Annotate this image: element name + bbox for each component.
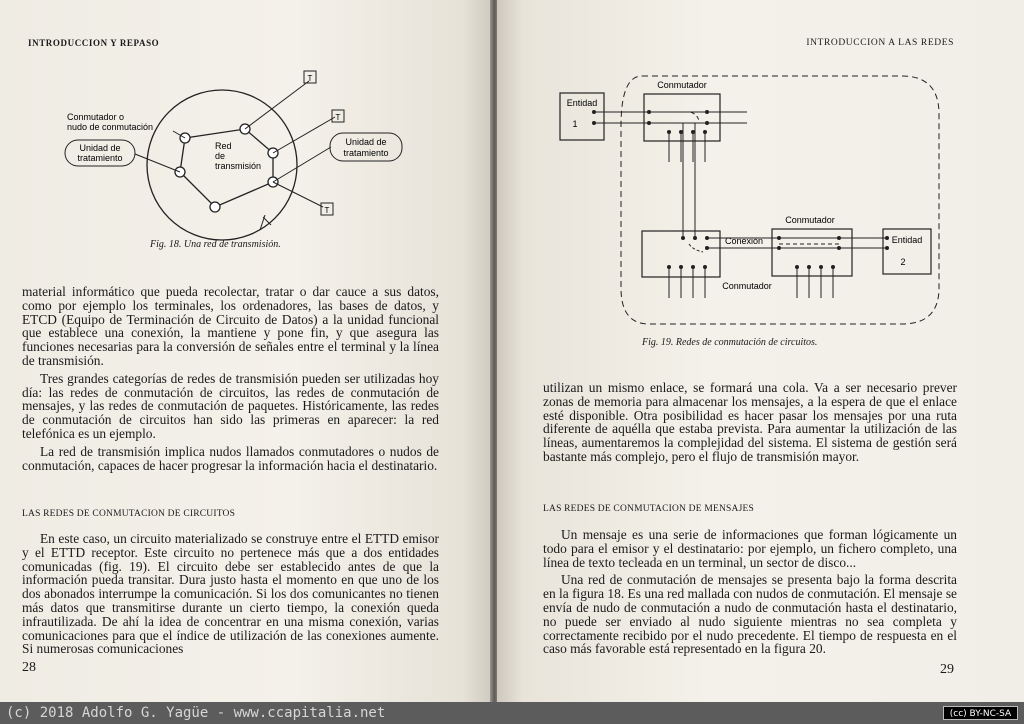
paragraph: En este caso, un circuito materializado se construye entre el ETTD emisor y el ETTD receptor. Este circuito no pertenece más que a dos entidades comunicadas (fig. 19). El circuito debe ser establecido antes de que la información pueda transitar. Dura justo hasta el momento en que uno de los dos abonados interrumpe la comunicación. Si los dos comunicantes no tienen más datos que transmitirse durante un cierto tiempo, la conexión queda infrautilizada. De ahí la idea de concentrar en una misma conexión, varias comunicaciones para que el índice de utilización de las conexiones aumente. Si numerosas comunicaciones xyxy=(22,531,439,657)
page-number: 28 xyxy=(22,660,36,675)
right-page xyxy=(497,0,1024,702)
unidad-left-line1: Unidad de xyxy=(79,143,121,153)
section-heading: LAS REDES DE CONMUTACION DE CIRCUITOS xyxy=(22,509,236,519)
license-badge[interactable]: (cc) BY-NC-SA xyxy=(943,706,1018,720)
conexion-label: Conexión xyxy=(725,236,764,246)
conmutador-mid-label: Conmutador xyxy=(785,215,835,225)
entidad1-label: Entidad xyxy=(566,98,598,108)
paragraph: material informático que pueda recolectar, tratar o dar cauce a sus datos, como por ejemplo los terminales, los ordenadores, las bases de datos, y ETCD (Equipo de Terminación de Circuito de Datos) a la unidad funcional que establece una conexión, la mantiene y pone fin, y que asegura las funciones necesarias para la conversión de señales entre el terminal y la línea de transmisión. xyxy=(22,284,439,368)
unidad-right-line1: Unidad de xyxy=(345,137,387,147)
left-body xyxy=(22,285,439,476)
right-section-body xyxy=(543,528,957,660)
running-head: INTRODUCCION Y REPASO xyxy=(28,38,160,48)
entidad2-number: 2 xyxy=(900,257,906,267)
conmutador-top-label: Conmutador xyxy=(657,80,707,90)
footer-bar xyxy=(0,702,1024,724)
unidad-right-line2: tratamiento xyxy=(343,148,389,158)
left-section-body xyxy=(22,532,439,660)
paragraph: La red de transmisión implica nudos llamados conmutadores o nudos de conmutación, capaces de hacer progresar la información hacia el destinatario. xyxy=(22,443,439,473)
conmutador-label-line2: nudo de conmutación xyxy=(67,122,154,132)
page-number: 29 xyxy=(940,662,954,677)
section-heading: LAS REDES DE CONMUTACION DE MENSAJES xyxy=(543,504,754,514)
terminal-label: T xyxy=(324,206,330,215)
red-label-line3: transmisión xyxy=(215,161,262,171)
red-label-line2: de xyxy=(215,151,226,161)
copyright-text: (c) 2018 Adolfo G. Yagüe - www.ccapitalia.net xyxy=(6,705,386,721)
red-label-line1: Red xyxy=(215,141,232,151)
entidad2-label: Entidad xyxy=(891,235,923,245)
figure-19 xyxy=(557,66,947,336)
right-body xyxy=(543,381,957,468)
left-page xyxy=(0,0,492,702)
paragraph: Tres grandes categorías de redes de transmisión pueden ser utilizadas hoy día: las redes de conmutación de circuitos, las redes de conmutación de mensajes, y las redes de conmutación de paquetes. Históricamente, las redes de conmutación de circuitos han sido las primeras en aparecer: la red telefónica es un ejemplo. xyxy=(22,370,439,441)
terminal-label: T xyxy=(335,113,341,122)
figure-caption: Fig. 18. Una red de transmisión. xyxy=(150,239,281,250)
entidad1-number: 1 xyxy=(572,119,578,129)
paragraph: Una red de conmutación de mensajes se presenta bajo la forma descrita en la figura 18. Es una red mallada con nudos de conmutación. El mensaje se envía de nudo de conmutación a nudo de conmutación hasta el destinatario, no puede ser enviado al nudo siguiente mientras no sea completa y correctamente recibido por el nudo precedente. El tiempo de respuesta en el caso más favorable está representado en la figura 20. xyxy=(543,572,957,657)
terminal-box xyxy=(304,71,344,215)
conmutador-label-line1: Conmutador o xyxy=(67,112,125,122)
conmutador-bottom-label: Conmutador xyxy=(722,281,772,291)
figure-18 xyxy=(55,65,425,245)
unidad-left-line2: tratamiento xyxy=(77,153,123,163)
running-head: INTRODUCCION A LAS REDES xyxy=(806,38,954,48)
paragraph: utilizan un mismo enlace, se formará una cola. Va a ser necesario prever zonas de memoria para almacenar los mensajes, a la espera de que el enlace esté disponible. Otra posibilidad es hacer pasar los mensajes por una ruta diferente de aquélla que estaba prevista. Para aumentar la utilización de las líneas, aumentaremos la complejidad del sistema. El sistema de gestión será bastante más complejo, pero el flujo de transmisión mayor. xyxy=(543,380,957,464)
terminal-label: T xyxy=(307,74,313,83)
paragraph: Un mensaje es una serie de informaciones que forman lógicamente un todo para el emisor y el destinatario: por ejemplo, un fichero completo, una línea de texto tecleada en un terminal, un sector de disco... xyxy=(543,527,957,570)
figure-caption: Fig. 19. Redes de conmutación de circuitos. xyxy=(642,337,818,348)
